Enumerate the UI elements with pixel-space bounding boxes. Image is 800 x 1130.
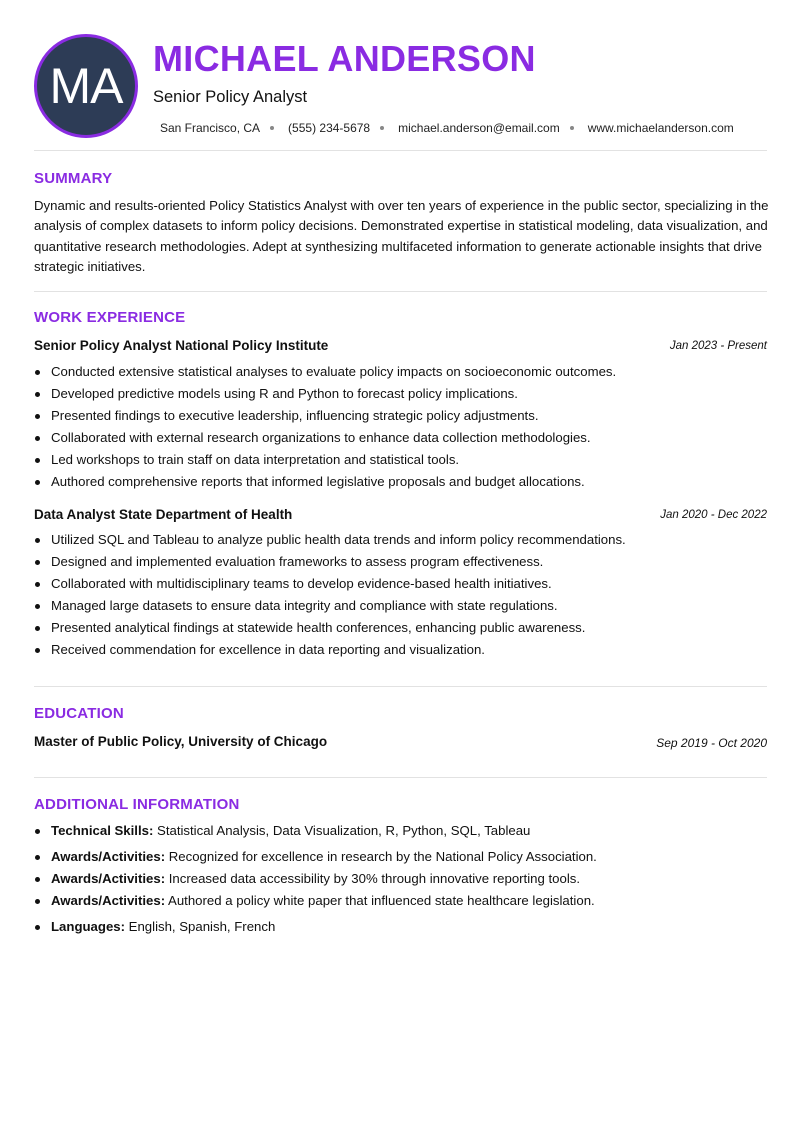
job-header <box>34 507 767 525</box>
list-item <box>51 871 580 886</box>
divider <box>34 686 767 687</box>
education-dates: Sep 2019 - Oct 2020 <box>656 736 767 750</box>
job-role: Senior Policy Analyst National Policy Institute <box>34 338 329 353</box>
separator-dot <box>380 126 384 130</box>
job-role: Data Analyst State Department of Health <box>34 507 293 522</box>
avatar-initials: MA <box>49 58 123 114</box>
job-bullets <box>51 529 767 661</box>
job-dates: Jan 2023 - Present <box>669 340 767 352</box>
list-item <box>51 893 595 908</box>
item-label: Awards/Activities: <box>51 893 166 908</box>
separator-dot <box>570 126 574 130</box>
list-item: Led workshops to train staff on data interpretation and statistical tools. <box>51 449 767 471</box>
divider <box>34 150 767 151</box>
divider <box>34 777 767 778</box>
list-item: Managed large datasets to ensure data integrity and compliance with state regulations. <box>51 595 767 617</box>
contact-website[interactable]: www.michaelanderson.com <box>587 121 734 135</box>
item-text: Recognized for excellence in research by the National Policy Association. <box>165 849 597 864</box>
list-item: Collaborated with external research organizations to enhance data collection methodologies. <box>51 427 767 449</box>
resume-header <box>0 0 800 150</box>
item-text: Authored a policy white paper that influenced state healthcare legislation. <box>165 893 595 908</box>
list-item <box>51 919 275 934</box>
education-degree: Master of Public Policy, University of Chicago <box>34 734 328 749</box>
summary-heading: SUMMARY <box>34 170 113 187</box>
item-text: Statistical Analysis, Data Visualization, R, Python, SQL, Tableau <box>153 823 531 838</box>
item-label: Technical Skills: <box>51 823 154 838</box>
list-item <box>51 849 597 864</box>
list-item: Collaborated with multidisciplinary teams to develop evidence-based health initiatives. <box>51 573 767 595</box>
job-header <box>34 338 767 356</box>
education-heading: EDUCATION <box>34 705 124 722</box>
list-item: Received commendation for excellence in data reporting and visualization. <box>51 639 767 661</box>
contact-line <box>160 121 734 135</box>
contact-email[interactable]: michael.anderson@email.com <box>398 121 560 135</box>
avatar <box>34 34 138 138</box>
list-item: Presented analytical findings at statewide health conferences, enhancing public awareness. <box>51 617 767 639</box>
job-bullets <box>51 361 767 493</box>
item-label: Languages: <box>51 919 126 934</box>
list-item <box>51 823 530 838</box>
list-item: Authored comprehensive reports that informed legislative proposals and budget allocations. <box>51 471 767 493</box>
additional-info-heading: ADDITIONAL INFORMATION <box>34 796 240 813</box>
candidate-title: Senior Policy Analyst <box>153 88 308 106</box>
item-text: Increased data accessibility by 30% through innovative reporting tools. <box>165 871 581 886</box>
item-label: Awards/Activities: <box>51 849 166 864</box>
item-label: Awards/Activities: <box>51 871 166 886</box>
summary-text: Dynamic and results-oriented Policy Statistics Analyst with over ten years of experience in the public sector, specializing in the analysis of complex datasets to inform policy decisions. Demonstrated expertise in statistical modeling, data visualization, and quantitative research methodologies. Adept at synthesizing multifaceted information to generate actionable insights that drive strategic initiatives. <box>34 198 769 274</box>
list-item: Developed predictive models using R and Python to forecast policy implications. <box>51 383 767 405</box>
list-item: Presented findings to executive leadership, influencing strategic policy adjustments. <box>51 405 767 427</box>
item-text: English, Spanish, French <box>125 919 276 934</box>
work-experience-heading: WORK EXPERIENCE <box>34 309 186 326</box>
contact-phone: (555) 234-5678 <box>288 121 371 135</box>
list-item: Designed and implemented evaluation frameworks to assess program effectiveness. <box>51 551 767 573</box>
education-entry <box>34 734 767 752</box>
divider <box>34 291 767 292</box>
job-dates: Jan 2020 - Dec 2022 <box>660 509 767 521</box>
separator-dot <box>270 126 274 130</box>
candidate-name: MICHAEL ANDERSON <box>153 38 536 79</box>
list-item: Utilized SQL and Tableau to analyze public health data trends and inform policy recommendations. <box>51 529 767 551</box>
list-item: Conducted extensive statistical analyses to evaluate policy impacts on socioeconomic outcomes. <box>51 361 767 383</box>
contact-location: San Francisco, CA <box>160 121 261 135</box>
